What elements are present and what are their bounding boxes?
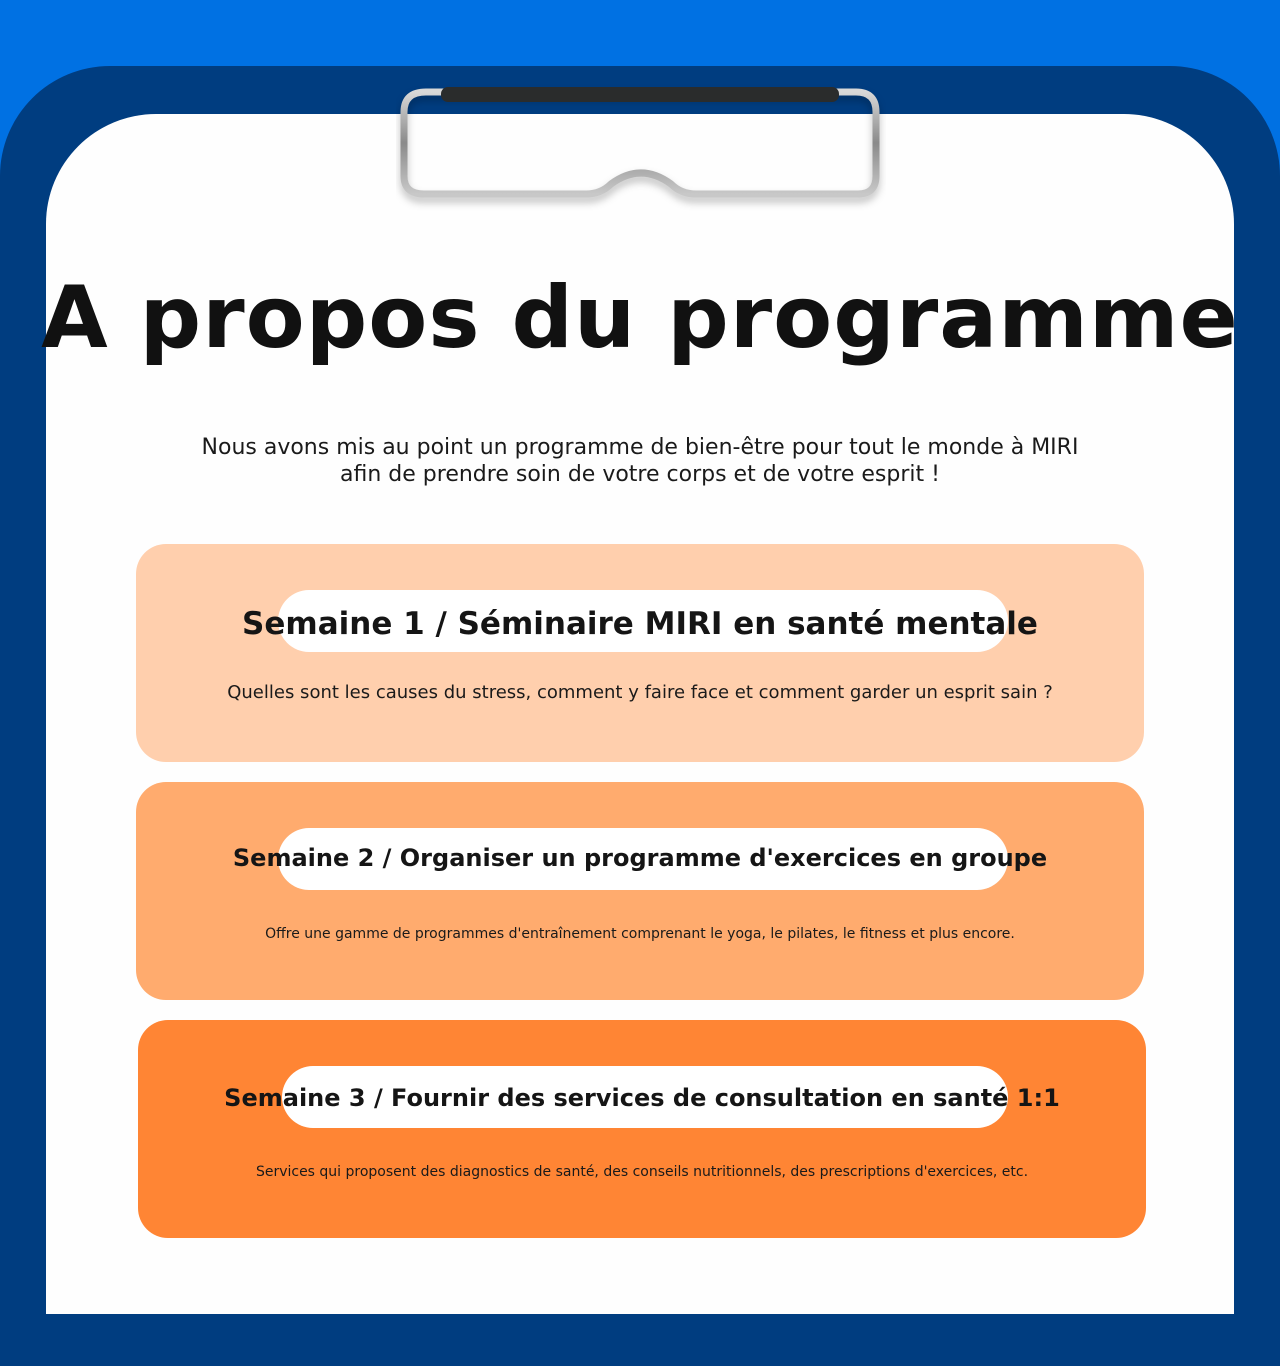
intro-line-1: Nous avons mis au point un programme de bien-être pour tout le monde à MIRI [201,435,1079,460]
intro-text [0,434,1280,488]
page-title: A propos du programme [41,268,1239,368]
week-2-description: Offre une gamme de programmes d'entraînement comprenant le yoga, le pilates, le fitness et plus encore. [265,926,1015,942]
clipboard-clip-icon [396,84,886,214]
intro-line-2: afin de prendre soin de votre corps et de votre esprit ! [340,462,940,487]
week-2-title: Semaine 2 / Organiser un programme d'exercices en groupe [232,844,1048,872]
week-2-card [136,782,1144,1000]
week-1-card [136,544,1144,762]
week-3-description: Services qui proposent des diagnostics de santé, des conseils nutritionnels, des prescriptions d'exercices, etc. [255,1164,1029,1180]
week-3-title: Semaine 3 / Fournir des services de consultation en santé 1:1 [224,1084,1060,1112]
week-1-description: Quelles sont les causes du stress, comment y faire face et comment garder un esprit sain ? [227,682,1053,703]
week-3-card [138,1020,1146,1238]
week-1-title: Semaine 1 / Séminaire MIRI en santé mentale [242,606,1038,642]
